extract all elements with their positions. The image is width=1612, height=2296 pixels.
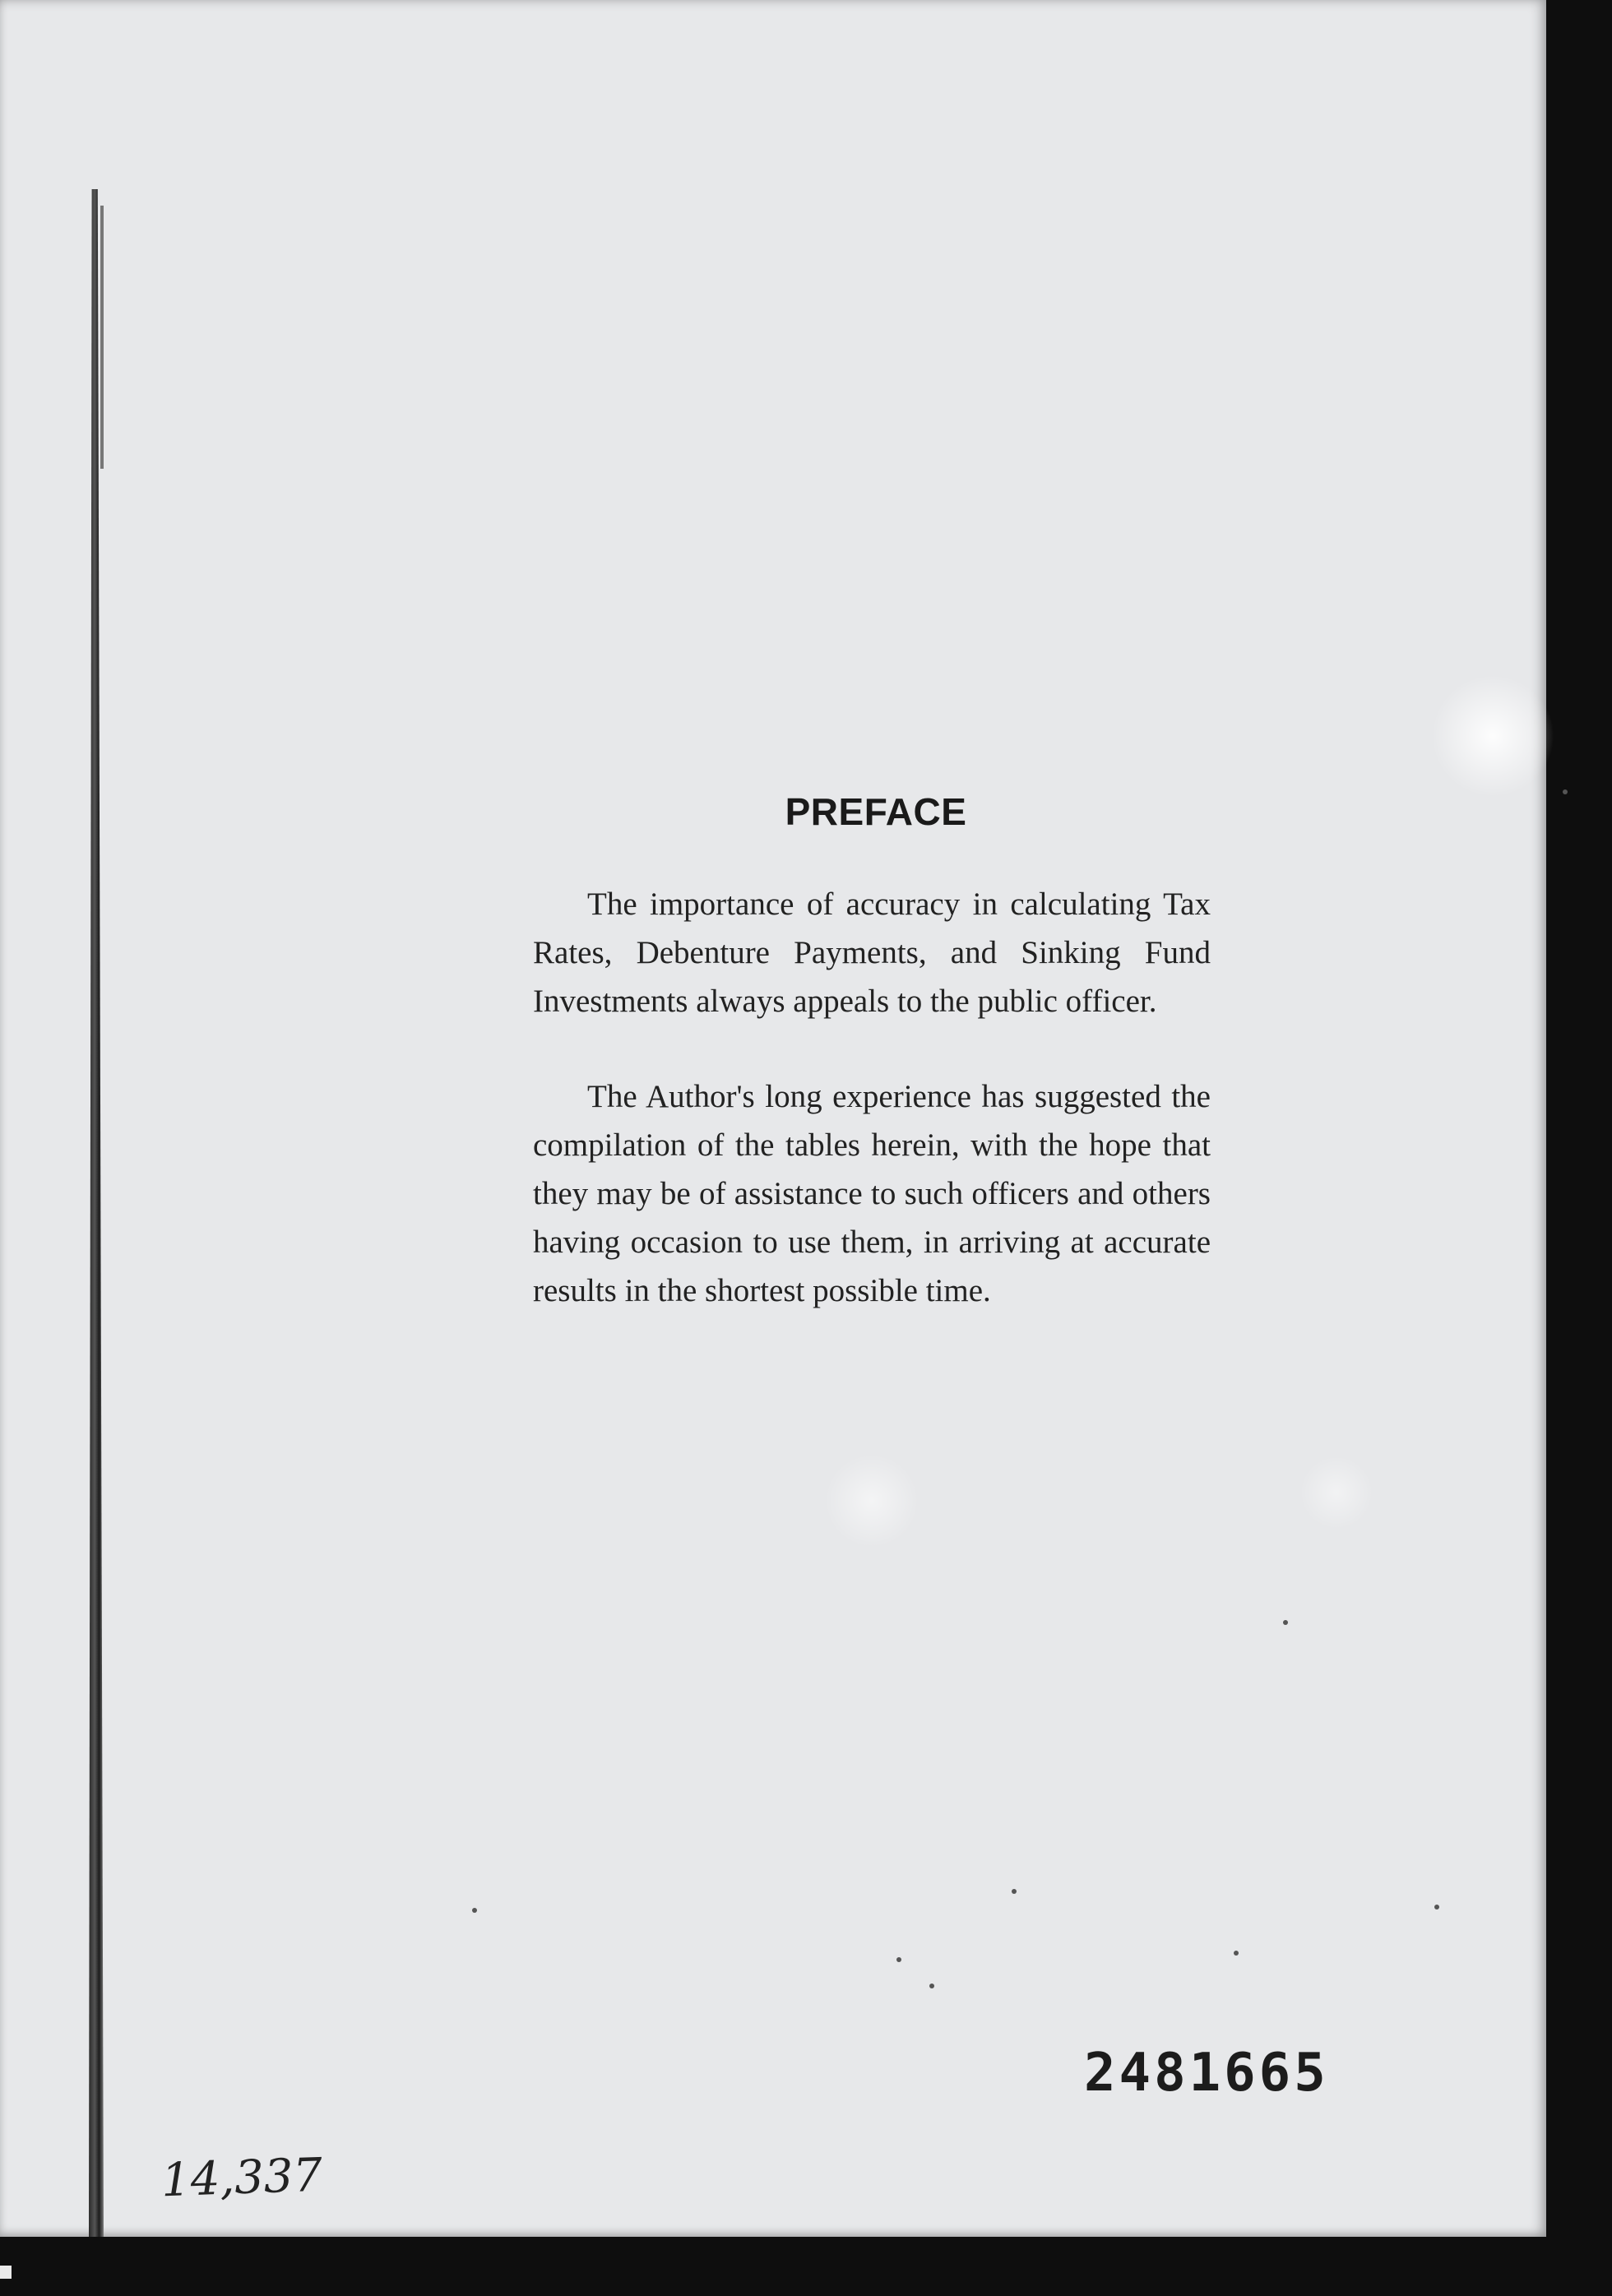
- ink-speck: [1283, 1620, 1288, 1625]
- ink-speck: [1234, 1951, 1239, 1956]
- paper-blemish: [1431, 674, 1554, 798]
- scan-artifact: [0, 2266, 12, 2279]
- binding-edge: [89, 189, 104, 2237]
- preface-body: [533, 880, 1211, 1362]
- page-title: PREFACE: [785, 790, 967, 833]
- catalog-number-stamp: 2481665: [1084, 2043, 1329, 2104]
- ink-speck: [929, 1984, 934, 1988]
- preface-paragraph-2: The Author's long experience has suggested the compilation of the tables herein, with the hope that they may be of assistance to such officers and others having occasion to use them, in arriving at accurate results in the shortest possible time.: [533, 1079, 1211, 1308]
- ink-speck: [1434, 1905, 1439, 1909]
- paper-blemish: [1299, 1456, 1373, 1530]
- ink-speck: [1563, 789, 1568, 794]
- preface-paragraph-1: The importance of accuracy in calculating Tax Rates, Debenture Payments, and Sinking Fund Investments always appeals to the public officer.: [533, 886, 1211, 1019]
- paper-blemish: [822, 1456, 921, 1546]
- ink-speck: [1012, 1889, 1017, 1894]
- ink-speck: [896, 1957, 901, 1962]
- binding-edge-highlight: [100, 206, 104, 469]
- ink-speck: [472, 1908, 477, 1913]
- handwritten-note: 14,337: [160, 2148, 324, 2208]
